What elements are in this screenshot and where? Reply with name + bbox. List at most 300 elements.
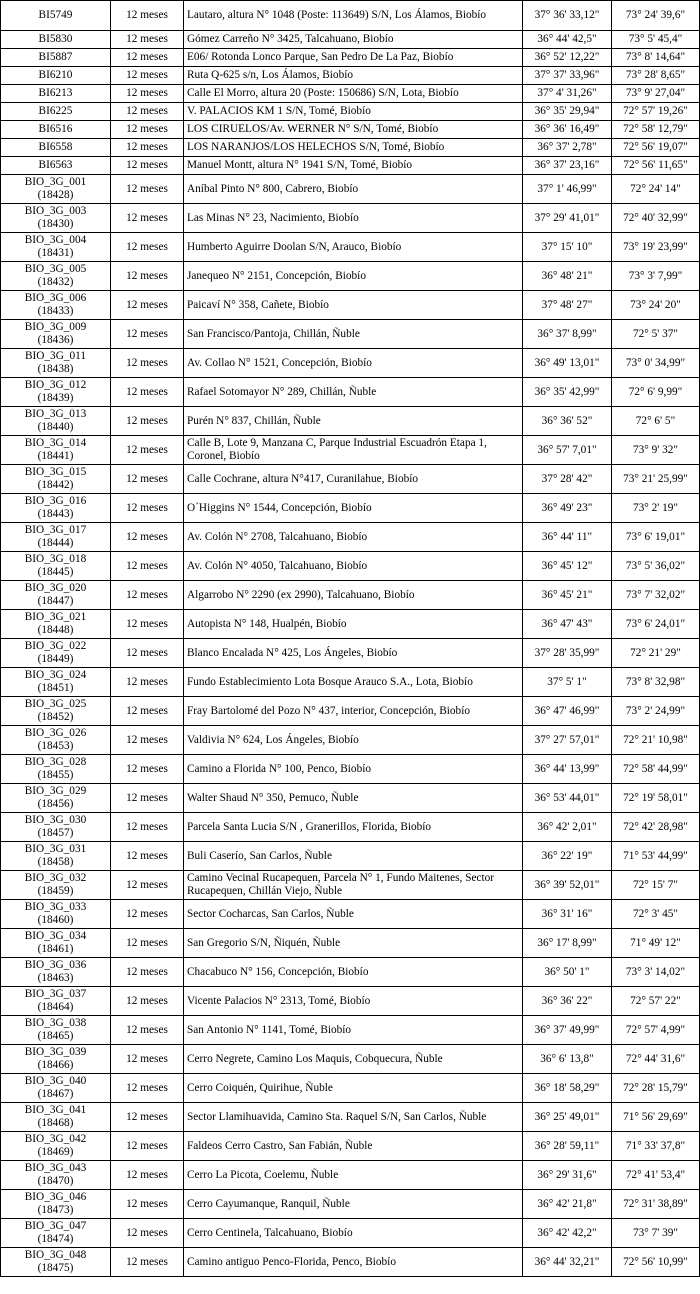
- longitude-cell: 73° 24' 39,6": [612, 1, 700, 31]
- table-row: [1, 1103, 700, 1132]
- site-id-cell: [1, 755, 111, 784]
- term-cell: 12 meses: [111, 871, 184, 900]
- term-cell: 12 meses: [111, 842, 184, 871]
- longitude-cell: 72° 58' 12,79": [612, 121, 700, 139]
- longitude-cell: 72° 40' 32,99": [612, 204, 700, 233]
- term-cell: 12 meses: [111, 610, 184, 639]
- table-row: [1, 929, 700, 958]
- site-id: BIO_3G_011: [24, 350, 87, 363]
- address-cell: Ruta Q-625 s/n, Los Álamos, Biobío: [184, 67, 523, 85]
- latitude-cell: 36° 44' 13,99": [523, 755, 612, 784]
- term-cell: 12 meses: [111, 103, 184, 121]
- term-cell: 12 meses: [111, 204, 184, 233]
- longitude-cell: 73° 19' 23,99": [612, 233, 700, 262]
- latitude-cell: 37° 28' 35,99": [523, 639, 612, 668]
- site-id: BIO_3G_031: [24, 843, 87, 856]
- term-cell: 12 meses: [111, 900, 184, 929]
- term-cell: 12 meses: [111, 49, 184, 67]
- site-code: (18465): [37, 1030, 74, 1042]
- term-cell: 12 meses: [111, 1045, 184, 1074]
- address-cell: Sector Llamihuavida, Camino Sta. Raquel S/N, San Carlos, Ñuble: [184, 1103, 523, 1132]
- site-id: BI6210: [38, 69, 73, 82]
- site-code: (18464): [37, 1001, 74, 1013]
- latitude-cell: 36° 52' 12,22": [523, 49, 612, 67]
- table-row: [1, 320, 700, 349]
- address-cell: Camino Vecinal Rucapequen, Parcela N° 1, Fundo Maitenes, Sector Rucapequen, Chillán Viejo, Ñuble: [184, 871, 523, 900]
- longitude-cell: 71° 56' 29,69": [612, 1103, 700, 1132]
- longitude-cell: 71° 53' 44,99": [612, 842, 700, 871]
- term-cell: 12 meses: [111, 291, 184, 320]
- table-row: [1, 407, 700, 436]
- site-id: BI6225: [38, 105, 73, 118]
- longitude-cell: 73° 7' 39": [612, 1219, 700, 1248]
- site-id-cell: [1, 175, 111, 204]
- site-id: BIO_3G_014: [24, 437, 87, 450]
- site-id: BIO_3G_047: [24, 1220, 87, 1233]
- site-code: (18428): [37, 189, 74, 201]
- site-id-cell: [1, 349, 111, 378]
- table-row: [1, 291, 700, 320]
- site-id: BIO_3G_036: [24, 959, 87, 972]
- site-id-cell: [1, 726, 111, 755]
- site-id-cell: [1, 871, 111, 900]
- site-id: BIO_3G_040: [24, 1075, 87, 1088]
- latitude-cell: 36° 22' 19": [523, 842, 612, 871]
- address-cell: Buli Caserío, San Carlos, Ñuble: [184, 842, 523, 871]
- table-row: [1, 67, 700, 85]
- site-code: (18467): [37, 1088, 74, 1100]
- term-cell: 12 meses: [111, 784, 184, 813]
- site-id: BIO_3G_005: [24, 263, 87, 276]
- term-cell: 12 meses: [111, 1074, 184, 1103]
- site-id: BIO_3G_012: [24, 379, 87, 392]
- site-id: BIO_3G_001: [24, 176, 87, 189]
- term-cell: 12 meses: [111, 378, 184, 407]
- site-id: BI5887: [38, 51, 73, 64]
- site-id: BIO_3G_028: [24, 756, 87, 769]
- site-id-cell: [1, 85, 111, 103]
- term-cell: 12 meses: [111, 639, 184, 668]
- table-row: [1, 871, 700, 900]
- longitude-cell: 73° 8' 32,98": [612, 668, 700, 697]
- table-row: [1, 726, 700, 755]
- longitude-cell: 72° 31' 38,89": [612, 1190, 700, 1219]
- site-id-cell: [1, 958, 111, 987]
- address-cell: LOS NARANJOS/LOS HELECHOS S/N, Tomé, Biobío: [184, 139, 523, 157]
- site-id-cell: [1, 929, 111, 958]
- term-cell: 12 meses: [111, 349, 184, 378]
- longitude-cell: 72° 3' 45": [612, 900, 700, 929]
- term-cell: 12 meses: [111, 436, 184, 465]
- site-code: (18442): [37, 479, 74, 491]
- term-cell: 12 meses: [111, 668, 184, 697]
- term-cell: 12 meses: [111, 1219, 184, 1248]
- address-cell: Humberto Aguirre Doolan S/N, Arauco, Biobío: [184, 233, 523, 262]
- address-cell: Fundo Establecimiento Lota Bosque Arauco S.A., Lota, Biobío: [184, 668, 523, 697]
- longitude-cell: 73° 2' 24,99": [612, 697, 700, 726]
- site-id: BIO_3G_046: [24, 1191, 87, 1204]
- table-row: [1, 581, 700, 610]
- latitude-cell: 36° 44' 11": [523, 523, 612, 552]
- term-cell: 12 meses: [111, 85, 184, 103]
- site-id-cell: [1, 1, 111, 31]
- table-row: [1, 1016, 700, 1045]
- longitude-cell: 72° 24' 14": [612, 175, 700, 204]
- term-cell: 12 meses: [111, 67, 184, 85]
- term-cell: 12 meses: [111, 31, 184, 49]
- table-row: [1, 552, 700, 581]
- site-code: (18452): [37, 711, 74, 723]
- site-code: (18430): [37, 218, 74, 230]
- term-cell: 12 meses: [111, 581, 184, 610]
- address-cell: Sector Cocharcas, San Carlos, Ñuble: [184, 900, 523, 929]
- address-cell: Cerro Negrete, Camino Los Maquis, Cobquecura, Ñuble: [184, 1045, 523, 1074]
- site-id-cell: [1, 813, 111, 842]
- address-cell: Manuel Montt, altura N° 1941 S/N, Tomé, Biobío: [184, 157, 523, 175]
- address-cell: Cerro Cayumanque, Ranquil, Ñuble: [184, 1190, 523, 1219]
- address-cell: San Antonio N° 1141, Tomé, Biobío: [184, 1016, 523, 1045]
- latitude-cell: 37° 29' 41,01": [523, 204, 612, 233]
- table-row: [1, 523, 700, 552]
- address-cell: San Gregorio S/N, Ñiquén, Ñuble: [184, 929, 523, 958]
- site-code: (18431): [37, 247, 74, 259]
- site-id-cell: [1, 1074, 111, 1103]
- latitude-cell: 37° 36' 33,12": [523, 1, 612, 31]
- site-id: BIO_3G_004: [24, 234, 87, 247]
- address-cell: Av. Colón N° 2708, Talcahuano, Biobío: [184, 523, 523, 552]
- latitude-cell: 37° 5' 1": [523, 668, 612, 697]
- address-cell: Gómez Carreño N° 3425, Talcahuano, Biobío: [184, 31, 523, 49]
- site-id-cell: [1, 987, 111, 1016]
- address-cell: Faldeos Cerro Castro, San Fabián, Ñuble: [184, 1132, 523, 1161]
- latitude-cell: 36° 49' 23": [523, 494, 612, 523]
- site-code: (18474): [37, 1233, 74, 1245]
- longitude-cell: 73° 6' 24,01": [612, 610, 700, 639]
- address-cell: Calle Cochrane, altura N°417, Curanilahue, Biobío: [184, 465, 523, 494]
- longitude-cell: 72° 57' 19,26": [612, 103, 700, 121]
- latitude-cell: 36° 47' 46,99": [523, 697, 612, 726]
- site-code: (18468): [37, 1117, 74, 1129]
- address-cell: Rafael Sotomayor N° 289, Chillán, Ñuble: [184, 378, 523, 407]
- longitude-cell: 73° 9' 27,04": [612, 85, 700, 103]
- site-code: (18451): [37, 682, 74, 694]
- address-cell: Janequeo N° 2151, Concepción, Biobío: [184, 262, 523, 291]
- site-code: (18473): [37, 1204, 74, 1216]
- table-row: [1, 121, 700, 139]
- longitude-cell: 73° 3' 14,02": [612, 958, 700, 987]
- longitude-cell: 72° 6' 9,99": [612, 378, 700, 407]
- site-id: BIO_3G_006: [24, 292, 87, 305]
- site-code: (18466): [37, 1059, 74, 1071]
- term-cell: 12 meses: [111, 1190, 184, 1219]
- latitude-cell: 37° 4' 31,26": [523, 85, 612, 103]
- site-id-cell: [1, 1132, 111, 1161]
- table-row: [1, 958, 700, 987]
- table-row: [1, 668, 700, 697]
- latitude-cell: 36° 42' 42,2": [523, 1219, 612, 1248]
- latitude-cell: 37° 1' 46,99": [523, 175, 612, 204]
- table-row: [1, 1, 700, 31]
- site-id-cell: [1, 233, 111, 262]
- table-row: [1, 31, 700, 49]
- site-id: BIO_3G_043: [24, 1162, 87, 1175]
- site-code: (18432): [37, 276, 74, 288]
- sites-table-body: [1, 1, 700, 1277]
- table-row: [1, 987, 700, 1016]
- site-id: BIO_3G_048: [24, 1249, 87, 1262]
- site-id-cell: [1, 320, 111, 349]
- term-cell: 12 meses: [111, 929, 184, 958]
- site-id-cell: [1, 407, 111, 436]
- site-id-cell: [1, 1190, 111, 1219]
- site-id-cell: [1, 1248, 111, 1277]
- latitude-cell: 36° 44' 32,21": [523, 1248, 612, 1277]
- latitude-cell: 36° 6' 13,8": [523, 1045, 612, 1074]
- site-code: (18445): [37, 566, 74, 578]
- term-cell: 12 meses: [111, 1016, 184, 1045]
- table-row: [1, 103, 700, 121]
- address-cell: Av. Colón N° 4050, Talcahuano, Biobío: [184, 552, 523, 581]
- address-cell: Autopista N° 148, Hualpén, Biobío: [184, 610, 523, 639]
- term-cell: 12 meses: [111, 1161, 184, 1190]
- site-code: (18475): [37, 1262, 74, 1274]
- table-row: [1, 494, 700, 523]
- term-cell: 12 meses: [111, 552, 184, 581]
- latitude-cell: 36° 18' 58,29": [523, 1074, 612, 1103]
- address-cell: O´Higgins N° 1544, Concepción, Biobío: [184, 494, 523, 523]
- table-row: [1, 610, 700, 639]
- site-code: (18436): [37, 334, 74, 346]
- longitude-cell: 72° 57' 22": [612, 987, 700, 1016]
- longitude-cell: 72° 41' 53,4": [612, 1161, 700, 1190]
- address-cell: E06/ Rotonda Lonco Parque, San Pedro De La Paz, Biobío: [184, 49, 523, 67]
- term-cell: 12 meses: [111, 523, 184, 552]
- table-row: [1, 900, 700, 929]
- site-code: (18463): [37, 972, 74, 984]
- table-row: [1, 175, 700, 204]
- site-id-cell: [1, 900, 111, 929]
- site-id: BIO_3G_016: [24, 495, 87, 508]
- site-id: BI5830: [38, 33, 73, 46]
- latitude-cell: 36° 36' 16,49": [523, 121, 612, 139]
- term-cell: 12 meses: [111, 465, 184, 494]
- longitude-cell: 73° 5' 36,02": [612, 552, 700, 581]
- term-cell: 12 meses: [111, 1, 184, 31]
- site-id: BIO_3G_021: [24, 611, 87, 624]
- term-cell: 12 meses: [111, 958, 184, 987]
- address-cell: Parcela Santa Lucia S/N , Granerillos, Florida, Biobío: [184, 813, 523, 842]
- site-code: (18469): [37, 1146, 74, 1158]
- site-code: (18449): [37, 653, 74, 665]
- site-id-cell: [1, 784, 111, 813]
- site-code: (18438): [37, 363, 74, 375]
- longitude-cell: 71° 33' 37,8": [612, 1132, 700, 1161]
- site-id: BI5749: [38, 9, 73, 22]
- site-id: BIO_3G_032: [24, 872, 87, 885]
- longitude-cell: 73° 5' 45,4": [612, 31, 700, 49]
- site-code: (18459): [37, 885, 74, 897]
- longitude-cell: 72° 21' 10,98": [612, 726, 700, 755]
- latitude-cell: 36° 37' 49,99": [523, 1016, 612, 1045]
- latitude-cell: 36° 37' 8,99": [523, 320, 612, 349]
- site-id: BIO_3G_038: [24, 1017, 87, 1030]
- table-row: [1, 378, 700, 407]
- longitude-cell: 72° 21' 29": [612, 639, 700, 668]
- site-id: BI6558: [38, 141, 73, 154]
- term-cell: 12 meses: [111, 262, 184, 291]
- site-id-cell: [1, 157, 111, 175]
- site-id-cell: [1, 31, 111, 49]
- latitude-cell: 36° 31' 16": [523, 900, 612, 929]
- longitude-cell: 72° 5' 37": [612, 320, 700, 349]
- longitude-cell: 72° 56' 11,65": [612, 157, 700, 175]
- latitude-cell: 36° 49' 13,01": [523, 349, 612, 378]
- term-cell: 12 meses: [111, 755, 184, 784]
- site-id-cell: [1, 610, 111, 639]
- address-cell: Cerro La Picota, Coelemu, Ñuble: [184, 1161, 523, 1190]
- term-cell: 12 meses: [111, 726, 184, 755]
- address-cell: Las Minas N° 23, Nacimiento, Biobío: [184, 204, 523, 233]
- latitude-cell: 36° 37' 2,78": [523, 139, 612, 157]
- latitude-cell: 36° 39' 52,01": [523, 871, 612, 900]
- latitude-cell: 36° 50' 1": [523, 958, 612, 987]
- latitude-cell: 37° 27' 57,01": [523, 726, 612, 755]
- address-cell: San Francisco/Pantoja, Chillán, Ñuble: [184, 320, 523, 349]
- table-row: [1, 842, 700, 871]
- table-row: [1, 697, 700, 726]
- site-id: BIO_3G_039: [24, 1046, 87, 1059]
- site-id-cell: [1, 494, 111, 523]
- table-row: [1, 49, 700, 67]
- site-id: BIO_3G_041: [24, 1104, 87, 1117]
- term-cell: 12 meses: [111, 1248, 184, 1277]
- table-row: [1, 1074, 700, 1103]
- longitude-cell: 72° 56' 10,99": [612, 1248, 700, 1277]
- term-cell: 12 meses: [111, 121, 184, 139]
- latitude-cell: 36° 42' 2,01": [523, 813, 612, 842]
- latitude-cell: 37° 15' 10": [523, 233, 612, 262]
- address-cell: Walter Shaud N° 350, Pemuco, Ñuble: [184, 784, 523, 813]
- site-id: BIO_3G_037: [24, 988, 87, 1001]
- longitude-cell: 72° 15' 7": [612, 871, 700, 900]
- longitude-cell: 73° 6' 19,01": [612, 523, 700, 552]
- latitude-cell: 36° 48' 21": [523, 262, 612, 291]
- latitude-cell: 36° 17' 8,99": [523, 929, 612, 958]
- site-id: BIO_3G_034: [24, 930, 87, 943]
- term-cell: 12 meses: [111, 697, 184, 726]
- site-id: BIO_3G_033: [24, 901, 87, 914]
- site-code: (18440): [37, 421, 74, 433]
- site-code: (18460): [37, 914, 74, 926]
- longitude-cell: 72° 28' 15,79": [612, 1074, 700, 1103]
- site-id-cell: [1, 103, 111, 121]
- site-code: (18456): [37, 798, 74, 810]
- latitude-cell: 36° 45' 21": [523, 581, 612, 610]
- term-cell: 12 meses: [111, 1103, 184, 1132]
- table-row: [1, 262, 700, 291]
- site-id: BIO_3G_015: [24, 466, 87, 479]
- address-cell: Camino a Florida N° 100, Penco, Biobío: [184, 755, 523, 784]
- site-id-cell: [1, 49, 111, 67]
- term-cell: 12 meses: [111, 987, 184, 1016]
- latitude-cell: 37° 37' 33,96": [523, 67, 612, 85]
- longitude-cell: 73° 7' 32,02": [612, 581, 700, 610]
- site-id: BI6563: [38, 159, 73, 172]
- site-id-cell: [1, 1103, 111, 1132]
- site-id: BIO_3G_042: [24, 1133, 87, 1146]
- table-row: [1, 157, 700, 175]
- longitude-cell: 73° 8' 14,64": [612, 49, 700, 67]
- term-cell: 12 meses: [111, 320, 184, 349]
- site-code: (18470): [37, 1175, 74, 1187]
- table-row: [1, 85, 700, 103]
- address-cell: Vicente Palacios N° 2313, Tomé, Biobío: [184, 987, 523, 1016]
- latitude-cell: 36° 37' 23,16": [523, 157, 612, 175]
- site-id-cell: [1, 523, 111, 552]
- site-id-cell: [1, 204, 111, 233]
- address-cell: Camino antiguo Penco-Florida, Penco, Biobío: [184, 1248, 523, 1277]
- address-cell: Blanco Encalada N° 425, Los Ángeles, Biobío: [184, 639, 523, 668]
- address-cell: Aníbal Pinto N° 800, Cabrero, Biobío: [184, 175, 523, 204]
- address-cell: Chacabuco N° 156, Concepción, Biobío: [184, 958, 523, 987]
- latitude-cell: 36° 29' 31,6": [523, 1161, 612, 1190]
- latitude-cell: 36° 42' 21,8": [523, 1190, 612, 1219]
- address-cell: Av. Collao N° 1521, Concepción, Biobío: [184, 349, 523, 378]
- longitude-cell: 73° 28' 8,65": [612, 67, 700, 85]
- site-code: (18448): [37, 624, 74, 636]
- site-id-cell: [1, 1161, 111, 1190]
- table-row: [1, 639, 700, 668]
- site-id: BIO_3G_024: [24, 669, 87, 682]
- term-cell: 12 meses: [111, 175, 184, 204]
- term-cell: 12 meses: [111, 1132, 184, 1161]
- site-code: (18433): [37, 305, 74, 317]
- term-cell: 12 meses: [111, 813, 184, 842]
- site-id: BIO_3G_030: [24, 814, 87, 827]
- latitude-cell: 37° 48' 27": [523, 291, 612, 320]
- site-id: BIO_3G_009: [24, 321, 87, 334]
- site-id: BI6516: [38, 123, 73, 136]
- site-id-cell: [1, 1045, 111, 1074]
- address-cell: LOS CIRUELOS/Av. WERNER N° S/N, Tomé, Biobío: [184, 121, 523, 139]
- longitude-cell: 72° 6' 5": [612, 407, 700, 436]
- latitude-cell: 37° 28' 42": [523, 465, 612, 494]
- term-cell: 12 meses: [111, 494, 184, 523]
- site-id-cell: [1, 668, 111, 697]
- address-cell: Fray Bartolomé del Pozo N° 437, interior, Concepción, Biobío: [184, 697, 523, 726]
- site-id-cell: [1, 465, 111, 494]
- latitude-cell: 36° 25' 49,01": [523, 1103, 612, 1132]
- site-id-cell: [1, 581, 111, 610]
- latitude-cell: 36° 35' 42,99": [523, 378, 612, 407]
- latitude-cell: 36° 36' 52": [523, 407, 612, 436]
- site-id-cell: [1, 121, 111, 139]
- longitude-cell: 73° 3' 7,99": [612, 262, 700, 291]
- latitude-cell: 36° 47' 43": [523, 610, 612, 639]
- site-code: (18458): [37, 856, 74, 868]
- table-row: [1, 813, 700, 842]
- table-row: [1, 349, 700, 378]
- longitude-cell: 72° 56' 19,07": [612, 139, 700, 157]
- site-code: (18461): [37, 943, 74, 955]
- longitude-cell: 73° 0' 34,99": [612, 349, 700, 378]
- longitude-cell: 72° 42' 28,98": [612, 813, 700, 842]
- longitude-cell: 73° 21' 25,99": [612, 465, 700, 494]
- address-cell: V. PALACIOS KM 1 S/N, Tomé, Biobío: [184, 103, 523, 121]
- longitude-cell: 72° 19' 58,01": [612, 784, 700, 813]
- site-id: BIO_3G_013: [24, 408, 87, 421]
- site-id-cell: [1, 436, 111, 465]
